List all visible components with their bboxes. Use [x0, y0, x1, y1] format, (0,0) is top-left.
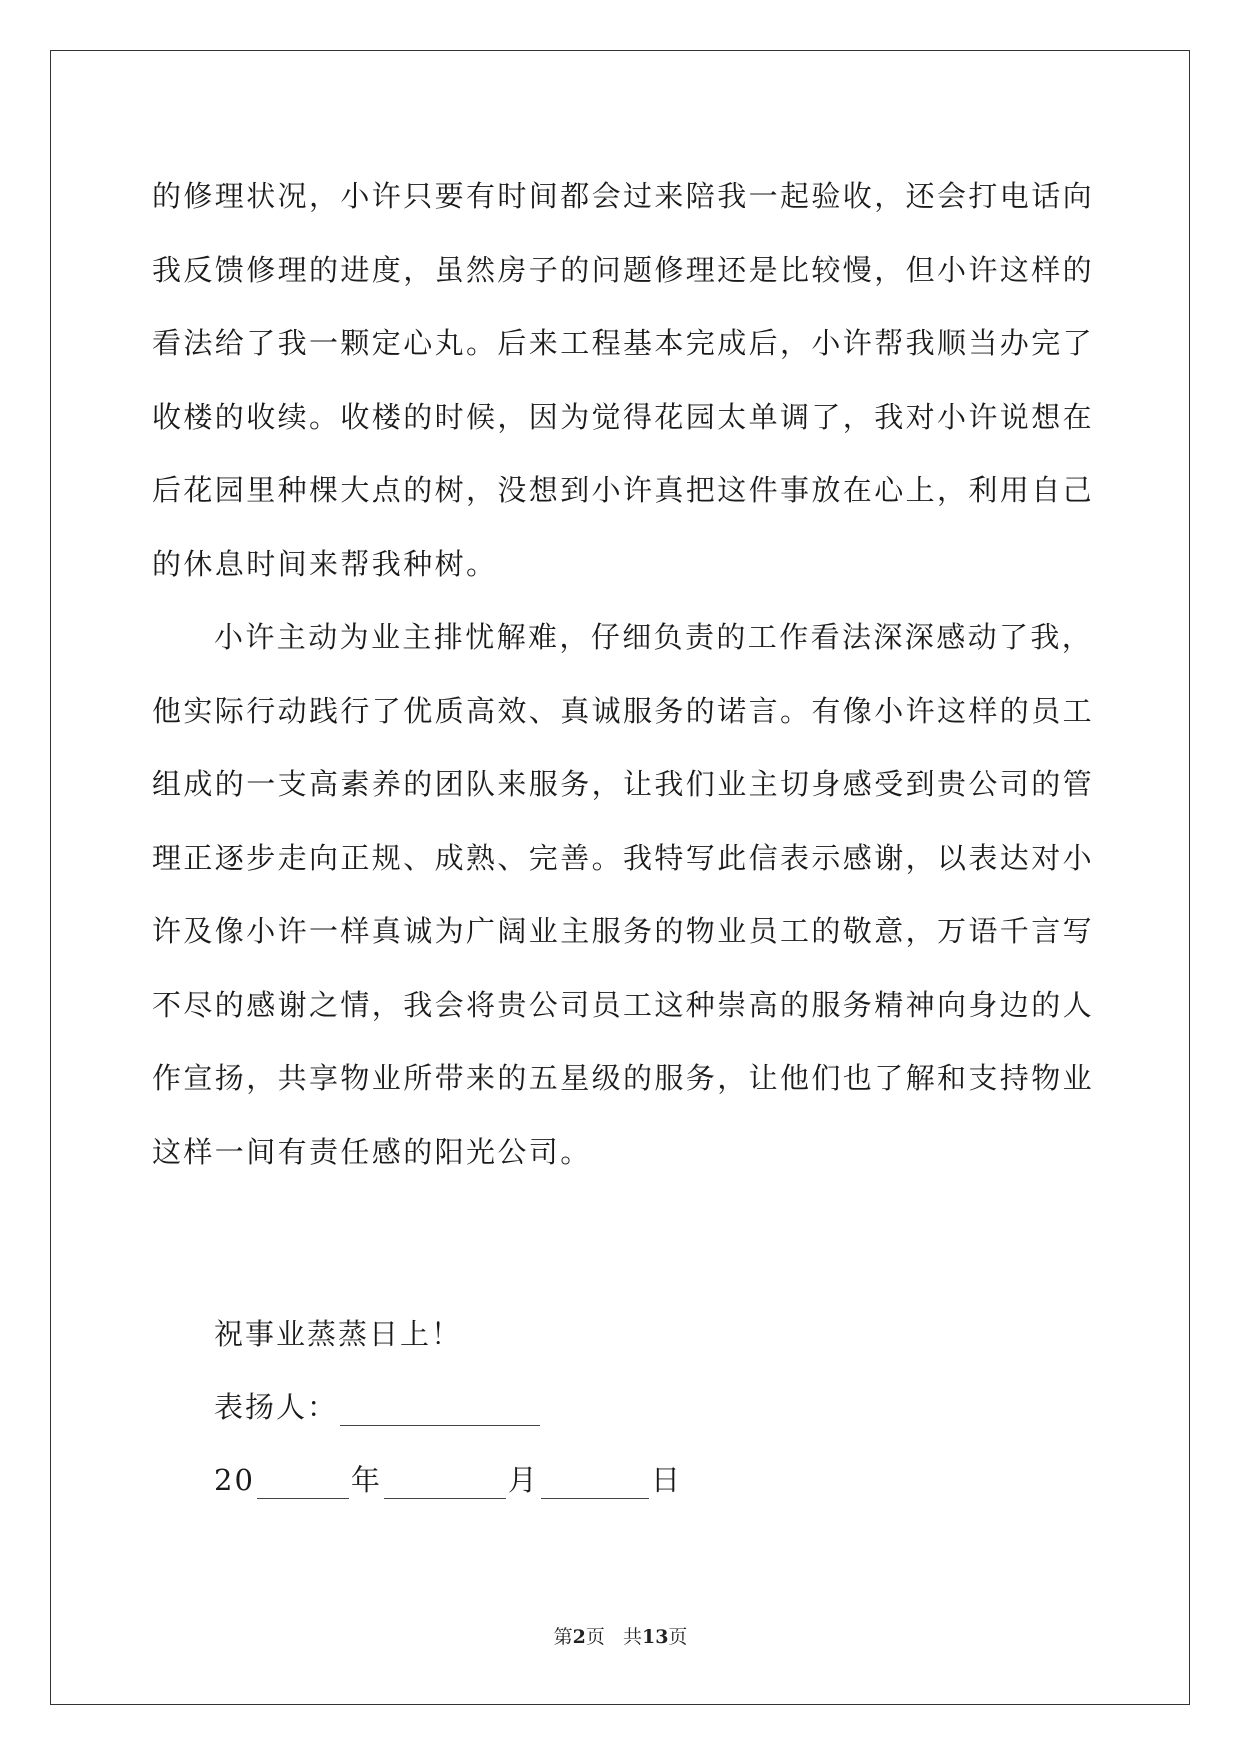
total-suffix: 页 [668, 1626, 688, 1648]
text-line: 理正逐步走向正规、成熟、完善。我特写此信表示感谢，以表达对小 [152, 840, 1095, 875]
paragraph-2 [152, 601, 1095, 1189]
total-prefix: 共 [622, 1626, 642, 1648]
text-line: 看法给了我一颗定心丸。后来工程基本完成后，小许帮我顺当办完了 [152, 326, 1095, 360]
text-line: 收楼的收续。收楼的时候，因为觉得花园太单调了，我对小许说想在 [152, 399, 1095, 434]
text-line: 的休息时间来帮我种树。 [152, 546, 498, 581]
text-line: 作宣扬，共享物业所带来的五星级的服务，让他们也了解和支持物业 [152, 1061, 1095, 1095]
letter-body [152, 160, 1095, 1189]
text-line: 这样一间有责任感的阳光公司。 [152, 1134, 592, 1169]
day-label: 日 [650, 1463, 682, 1497]
signer-blank [340, 1395, 540, 1426]
date-prefix: 20 [214, 1463, 255, 1497]
signer-label: 表扬人： [214, 1390, 339, 1424]
date-line [214, 1458, 682, 1499]
month-label: 月 [507, 1463, 539, 1497]
page-prefix: 第 [553, 1626, 573, 1648]
text-line: 后花园里种棵大点的树，没想到小许真把这件事放在心上，利用自己 [152, 473, 1095, 507]
day-blank [541, 1468, 649, 1499]
text-line: 我反馈修理的进度，虽然房子的问题修理还是比较慢，但小许这样的 [152, 252, 1095, 287]
year-blank [257, 1468, 349, 1499]
text-line: 小许主动为业主排忧解难，仔细负责的工作看法深深感动了我， [214, 620, 1094, 654]
paragraph-1 [152, 160, 1095, 601]
month-blank [384, 1468, 506, 1499]
text-line: 许及像小许一样真诚为广阔业主服务的物业员工的敬意，万语千言写 [152, 914, 1095, 948]
total-pages-number: 13 [641, 1626, 669, 1648]
closing-greeting: 祝事业蒸蒸日上！ [214, 1317, 463, 1351]
page-footer [0, 1622, 1241, 1649]
text-line: 的修理状况，小许只要有时间都会过来陪我一起验收，还会打电话向 [152, 179, 1095, 213]
current-page-number: 2 [572, 1626, 586, 1648]
year-label: 年 [350, 1463, 382, 1497]
page-suffix: 页 [585, 1626, 605, 1648]
signer-line [214, 1385, 542, 1426]
text-line: 不尽的感谢之情，我会将贵公司员工这种崇高的服务精神向身边的人 [152, 987, 1095, 1022]
text-line: 他实际行动践行了优质高效、真诚服务的诺言。有像小许这样的员工 [152, 693, 1095, 728]
text-line: 组成的一支高素养的团队来服务，让我们业主切身感受到贵公司的管 [152, 767, 1095, 801]
